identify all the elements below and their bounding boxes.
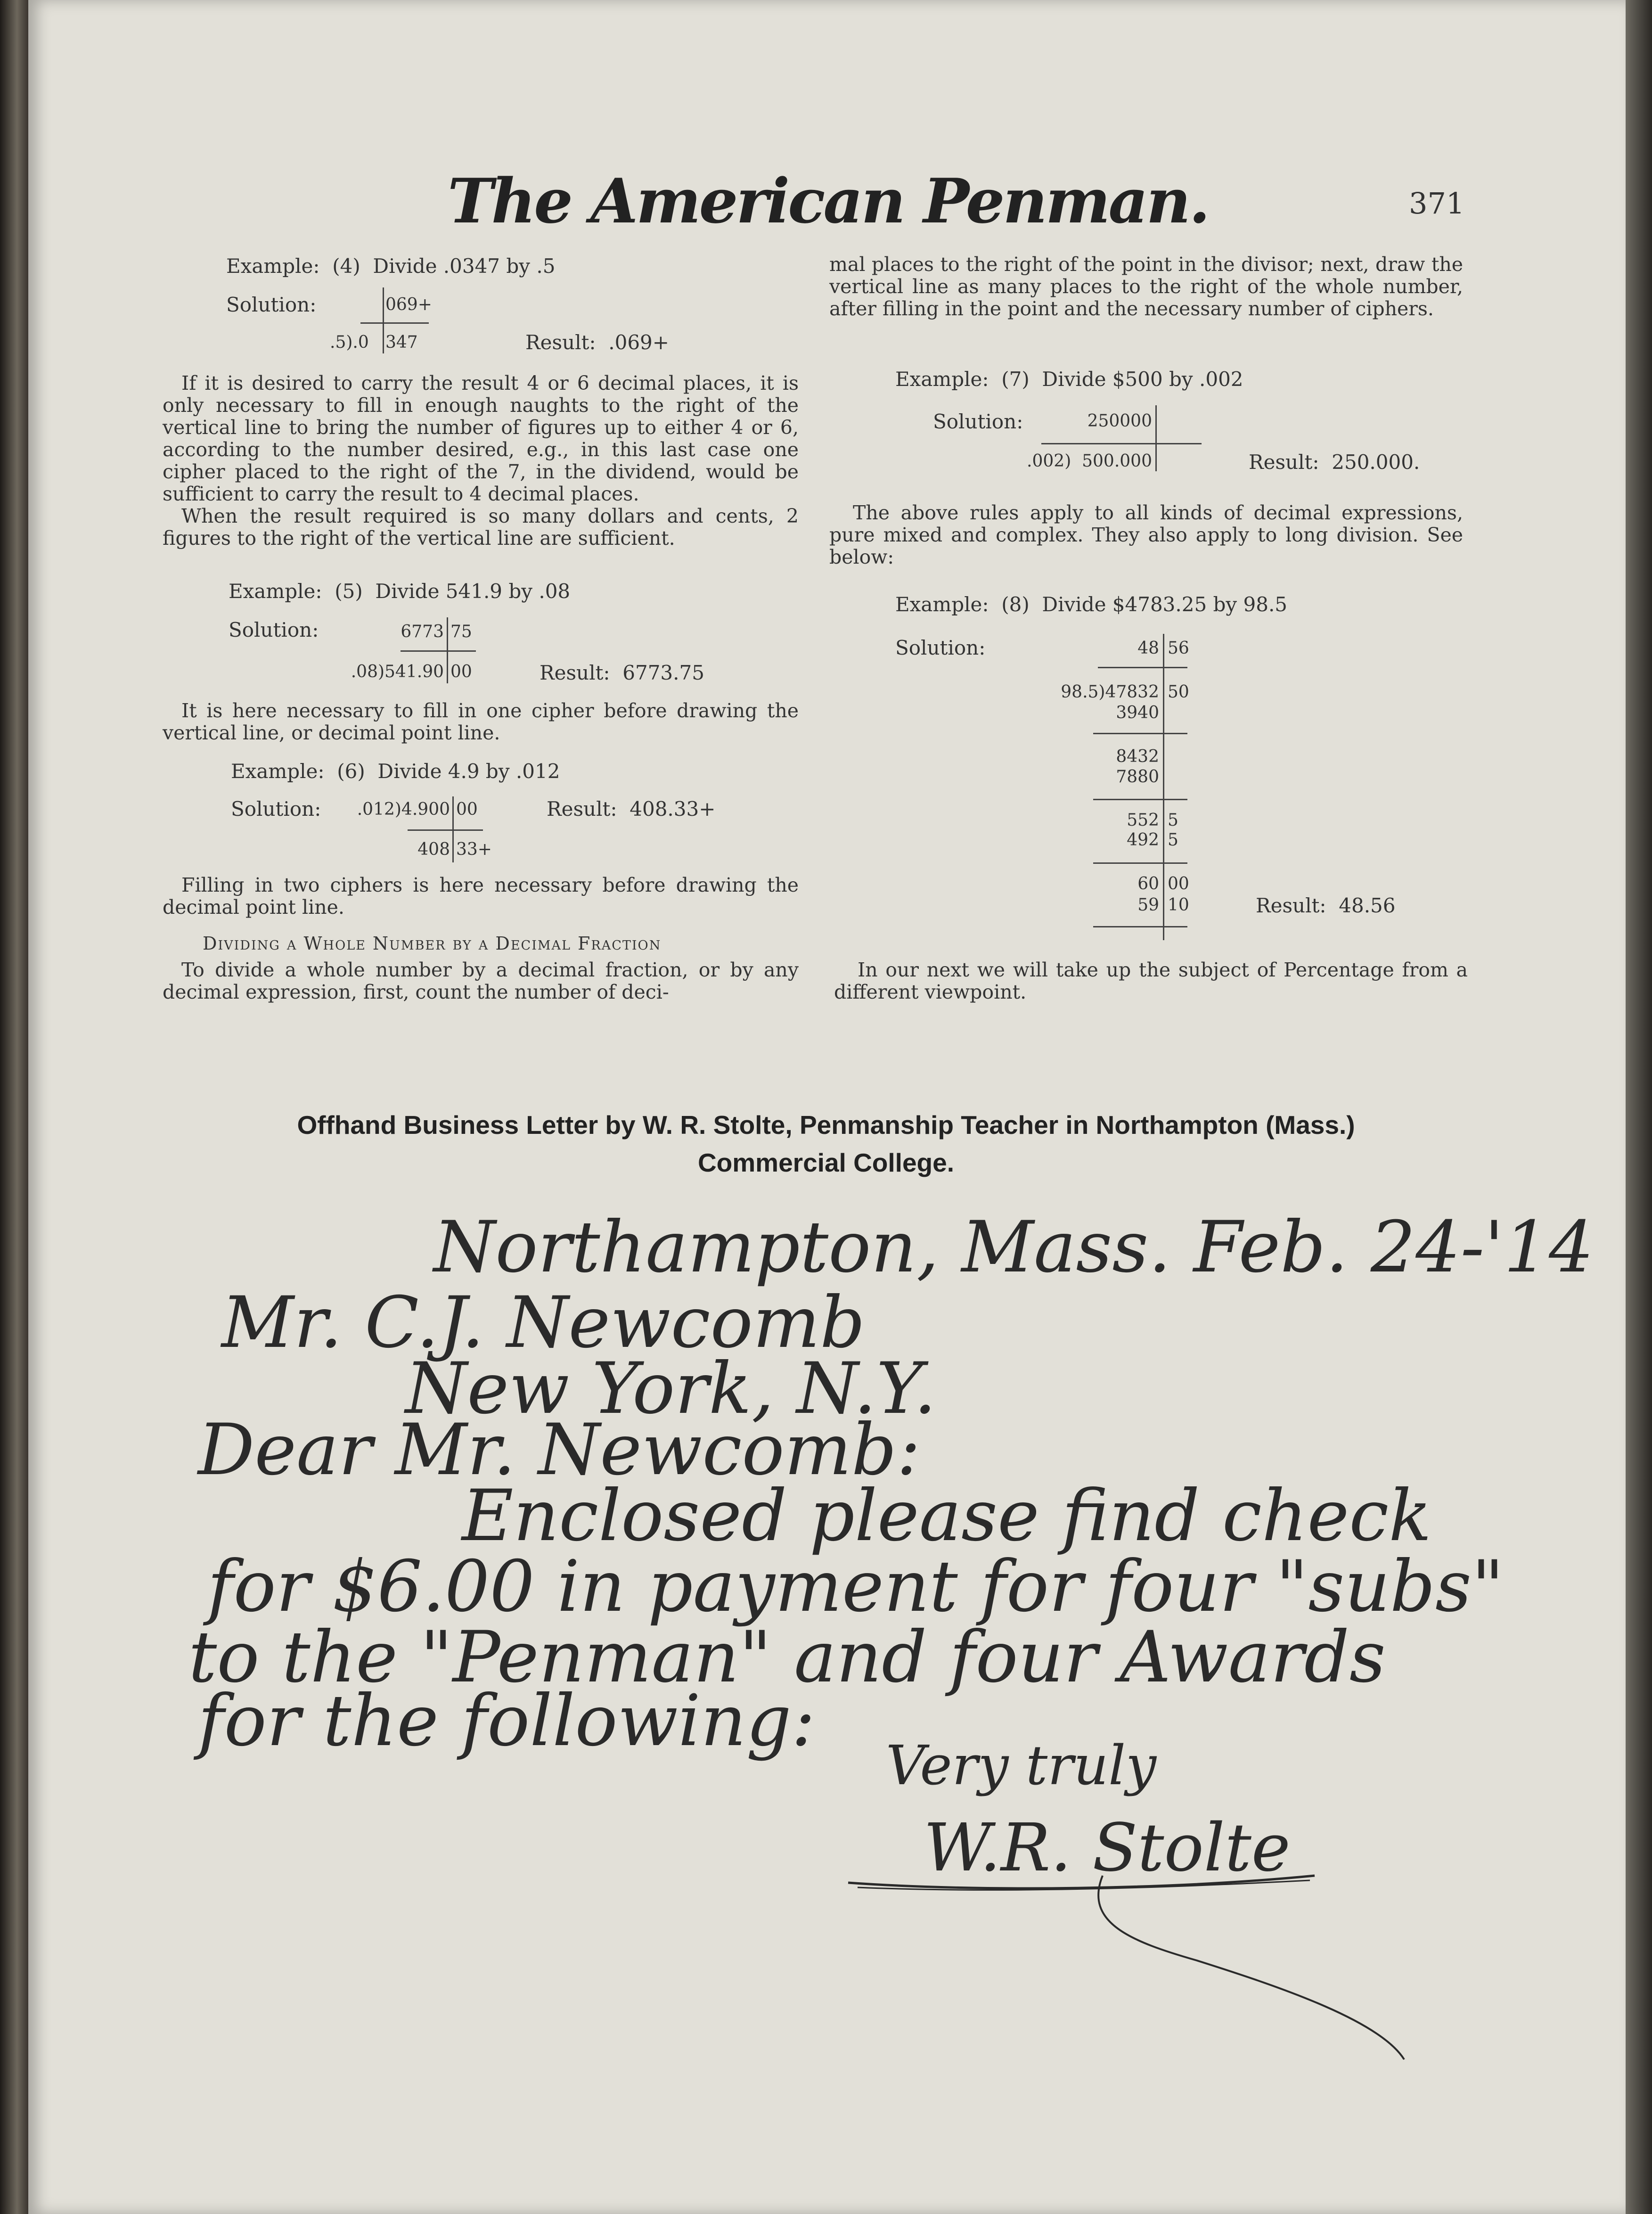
left-paragraph-4 xyxy=(163,959,799,1003)
example-6-result: Result: 408.33+ xyxy=(547,797,716,820)
example-5-quotient-right: 75 xyxy=(450,622,472,641)
page-number: 371 xyxy=(1409,186,1465,221)
example-7-rule xyxy=(1041,443,1202,444)
book-spine-shadow xyxy=(0,0,28,2214)
example-8-row-left: 552 xyxy=(1127,811,1159,830)
example-8-solution-label: Solution: xyxy=(895,636,986,659)
example-6-rule xyxy=(408,829,483,831)
example-8-row-left: 48 xyxy=(1137,639,1159,658)
right-paragraph-1 xyxy=(829,254,1463,320)
letter-closing: Very truly xyxy=(886,1734,1157,1797)
example-8-row-left: 7880 xyxy=(1116,767,1159,787)
masthead: The American Penman. xyxy=(448,165,1209,237)
example-8-result: Result: 48.56 xyxy=(1256,894,1396,917)
example-4-label: Example: (4) Divide .0347 by .5 xyxy=(226,254,556,278)
example-7-quotient: 250000 xyxy=(1087,411,1152,431)
example-4-result: Result: .069+ xyxy=(525,331,669,354)
example-7-label: Example: (7) Divide $500 by .002 xyxy=(895,368,1243,391)
example-8-row-left: 8432 xyxy=(1116,747,1159,766)
example-8-row-right: 56 xyxy=(1168,639,1189,658)
page-right-edge xyxy=(1626,0,1652,2214)
letter-signature: W.R. Stolte xyxy=(924,1810,1291,1886)
right-paragraph-2 xyxy=(829,502,1463,568)
example-6-dividend-right: 00 xyxy=(456,800,478,819)
example-8-rule xyxy=(1093,926,1187,927)
left-paragraph-2 xyxy=(163,700,799,744)
example-5-solution-label: Solution: xyxy=(229,618,319,641)
example-8-point-line xyxy=(1163,634,1164,940)
example-5-result: Result: 6773.75 xyxy=(540,661,704,684)
left-paragraph-1 xyxy=(163,372,799,549)
example-7-point-line xyxy=(1155,405,1157,471)
example-8-rule xyxy=(1098,667,1187,668)
paragraph-text: When the result required is so many dollars and cents, 2 figures to the right of the vertical line are sufficient. xyxy=(163,505,799,549)
example-8-row-right: 50 xyxy=(1168,682,1189,702)
example-8-row-right: 5 xyxy=(1168,830,1178,850)
example-4-dividend-left: .5).0 xyxy=(330,333,369,352)
letter-addressee: Mr. C.J. Newcomb xyxy=(221,1282,866,1364)
example-8-row-right: 5 xyxy=(1168,811,1178,830)
example-4-quotient: 069+ xyxy=(385,295,432,314)
paragraph-text: To divide a whole number by a decimal fraction, or by any decimal expression, first, count the number of deci- xyxy=(163,959,799,1003)
example-8-row-left: 60 xyxy=(1137,874,1159,894)
section-heading: Dividing a Whole Number by a Decimal Fraction xyxy=(203,933,662,954)
example-6-solution-label: Solution: xyxy=(231,797,321,820)
example-7-solution-label: Solution: xyxy=(933,410,1023,433)
left-paragraph-3 xyxy=(163,874,799,918)
example-5-rule xyxy=(401,650,476,652)
letter-body-line-3: to the "Penman" and four Awards xyxy=(188,1616,1386,1698)
example-6-quotient-right: 33+ xyxy=(456,840,492,859)
example-6-dividend-left: .012)4.900 xyxy=(357,800,450,819)
example-8-row-right: 00 xyxy=(1168,874,1189,894)
example-5-quotient-left: 6773 xyxy=(401,622,444,641)
paragraph-text: If it is desired to carry the result 4 or 6 decimal places, it is only necessary to fill in enough naughts to the right of the vertical line to bring the number of figures up to either 4 or 6, according to the number desired, e.g., in this last case one cipher placed to the right of the 7, in the dividend, would be sufficient to carry the result to 4 decimal places. xyxy=(163,372,799,505)
paragraph-text: It is here necessary to fill in one cipher before drawing the vertical line, or decimal point line. xyxy=(163,699,799,744)
example-8-rule xyxy=(1093,733,1187,734)
example-8-row-left: 59 xyxy=(1137,895,1159,915)
example-5-label: Example: (5) Divide 541.9 by .08 xyxy=(229,580,571,603)
example-8-label: Example: (8) Divide $4783.25 by 98.5 xyxy=(895,593,1288,616)
letter-body-line-4: for the following: xyxy=(198,1680,816,1762)
example-5-dividend-right: 00 xyxy=(450,662,472,681)
letter-place-date: Northampton, Mass. Feb. 24-'14 xyxy=(433,1206,1594,1288)
example-4-solution-label: Solution: xyxy=(226,293,317,316)
example-8-row-right: 10 xyxy=(1168,895,1189,915)
letter-title-line-2: Commercial College. xyxy=(697,1148,955,1177)
signature-flourish xyxy=(839,1866,1432,2064)
example-4-point-line xyxy=(383,287,384,353)
example-7-result: Result: 250.000. xyxy=(1249,451,1420,474)
example-8-rule xyxy=(1093,799,1187,800)
example-7-dividend: .002) 500.000 xyxy=(1027,451,1152,471)
example-6-label: Example: (6) Divide 4.9 by .012 xyxy=(231,760,560,783)
letter-body-line-1: Enclosed please find check xyxy=(462,1475,1432,1557)
letter-salutation: Dear Mr. Newcomb: xyxy=(198,1409,921,1491)
example-4-dividend-right: 347 xyxy=(385,333,418,352)
example-8-rule xyxy=(1093,862,1187,864)
paragraph-text: The above rules apply to all kinds of decimal expressions, pure mixed and complex. They also apply to long division. See below: xyxy=(829,501,1463,568)
letter-body-line-2: for $6.00 in payment for four "subs" xyxy=(207,1546,1504,1628)
paragraph-text: In our next we will take up the subject of Percentage from a different viewpoint. xyxy=(834,959,1468,1003)
example-8-row-left: 492 xyxy=(1127,830,1159,850)
letter-title-line-1: Offhand Business Letter by W. R. Stolte, Penmanship Teacher in Northampton (Mass.) xyxy=(297,1110,1355,1140)
letter-city: New York, N.Y. xyxy=(405,1348,937,1430)
example-6-quotient-left: 408 xyxy=(417,840,450,859)
example-5-dividend-left: .08)541.90 xyxy=(351,662,444,681)
example-8-row-left: 3940 xyxy=(1116,703,1159,722)
example-4-rule xyxy=(360,322,429,324)
right-paragraph-3 xyxy=(834,959,1468,1003)
example-8-row-left: 98.5)47832 xyxy=(1061,682,1159,702)
paragraph-text: Filling in two ciphers is here necessary before drawing the decimal point line. xyxy=(163,874,799,918)
paragraph-text: mal places to the right of the point in the divisor; next, draw the vertical line as many places to the right of the whole number, after filling in the point and the necessary number of ciphers. xyxy=(829,253,1463,320)
